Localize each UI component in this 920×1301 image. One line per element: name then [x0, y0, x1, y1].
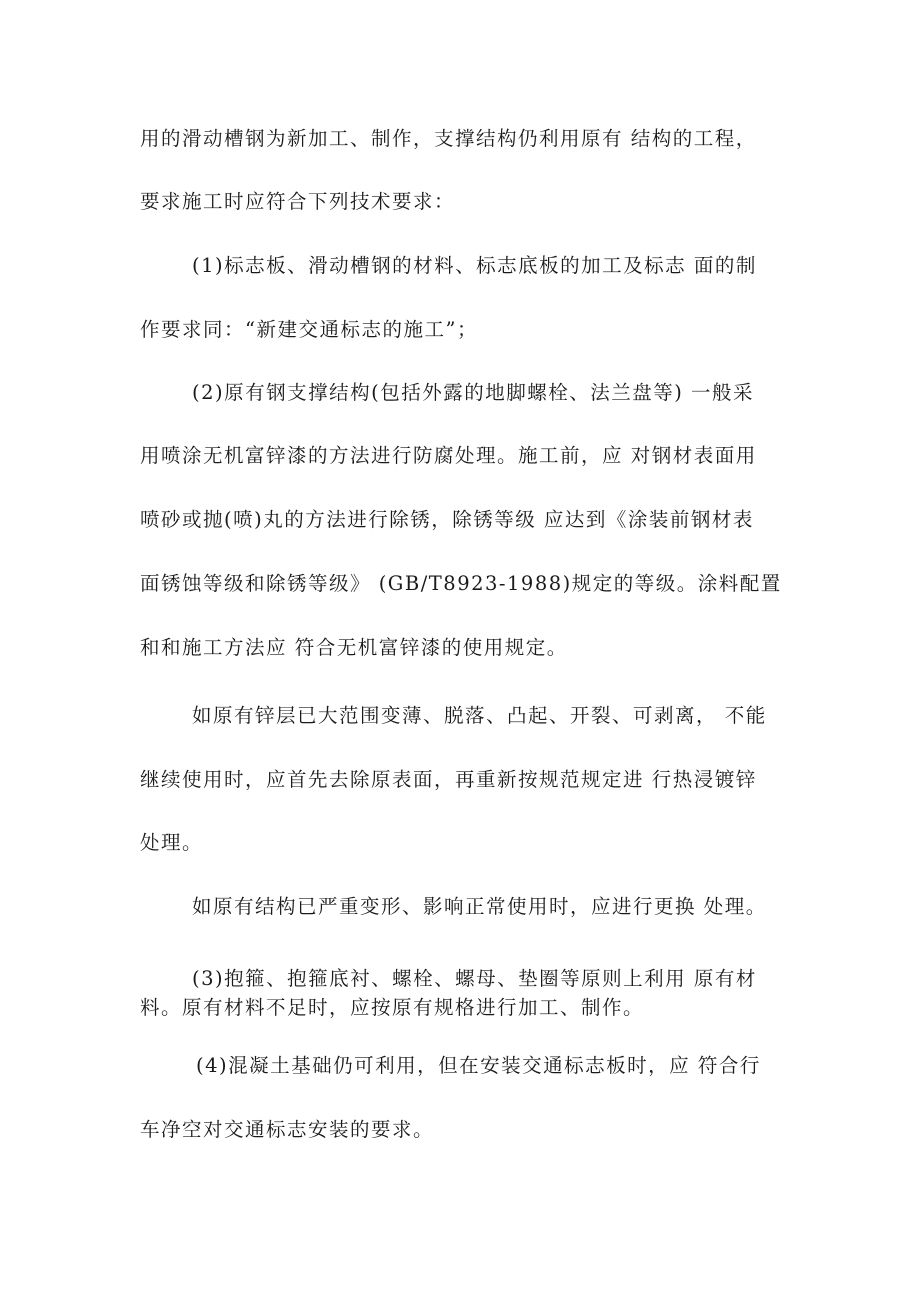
text-line: 作要求同：“新建交通标志的施工”； — [140, 318, 478, 341]
text-line: 喷砂或抛(喷)丸的方法进行除锈，除锈等级 应达到《涂装前钢材表 — [140, 508, 754, 531]
text-line: 车净空对交通标志安装的要求。 — [140, 1118, 435, 1141]
text-line: 用喷涂无机富锌漆的方法进行防腐处理。施工前，应 对钢材表面用 — [140, 444, 757, 467]
text-line: 料。原有材料不足时，应按原有规格进行加工、制作。 — [140, 996, 645, 1019]
text-line: 用的滑动槽钢为新加工、制作，支撑结构仍利用原有 结构的工程， — [140, 127, 757, 150]
list-item-1-line: (1)标志板、滑动槽钢的材料、标志底板的加工及标志 面的制 — [192, 254, 757, 277]
text-line: 和和施工方法应 符合无机富锌漆的使用规定。 — [140, 636, 568, 659]
text-line: 要求施工时应符合下列技术要求： — [140, 190, 456, 213]
paragraph-start-line: 如原有锌层已大范围变薄、脱落、凸起、开裂、可剥离， 不能 — [192, 704, 767, 727]
text-line: 继续使用时，应首先去除原表面，再重新按规范规定进 行热浸镀锌 — [140, 768, 757, 791]
list-item-2-line: (2)原有钢支撑结构(包括外露的地脚螺栓、法兰盘等) 一般采 — [192, 381, 755, 404]
list-item-3-line: (3)抱箍、抱箍底衬、螺栓、螺母、垫圈等原则上利用 原有材 — [192, 967, 757, 990]
list-item-4-line: (4)混凝土基础仍可利用，但在安装交通标志板时，应 符合行 — [196, 1054, 761, 1077]
text-line: 面锈蚀等级和除锈等级》 (GB/T8923-1988)规定的等级。涂料配置 — [140, 572, 782, 595]
text-line: 处理。 — [140, 831, 204, 854]
paragraph-start-line: 如原有结构已严重变形、影响正常使用时，应进行更换 处理。 — [192, 895, 767, 918]
